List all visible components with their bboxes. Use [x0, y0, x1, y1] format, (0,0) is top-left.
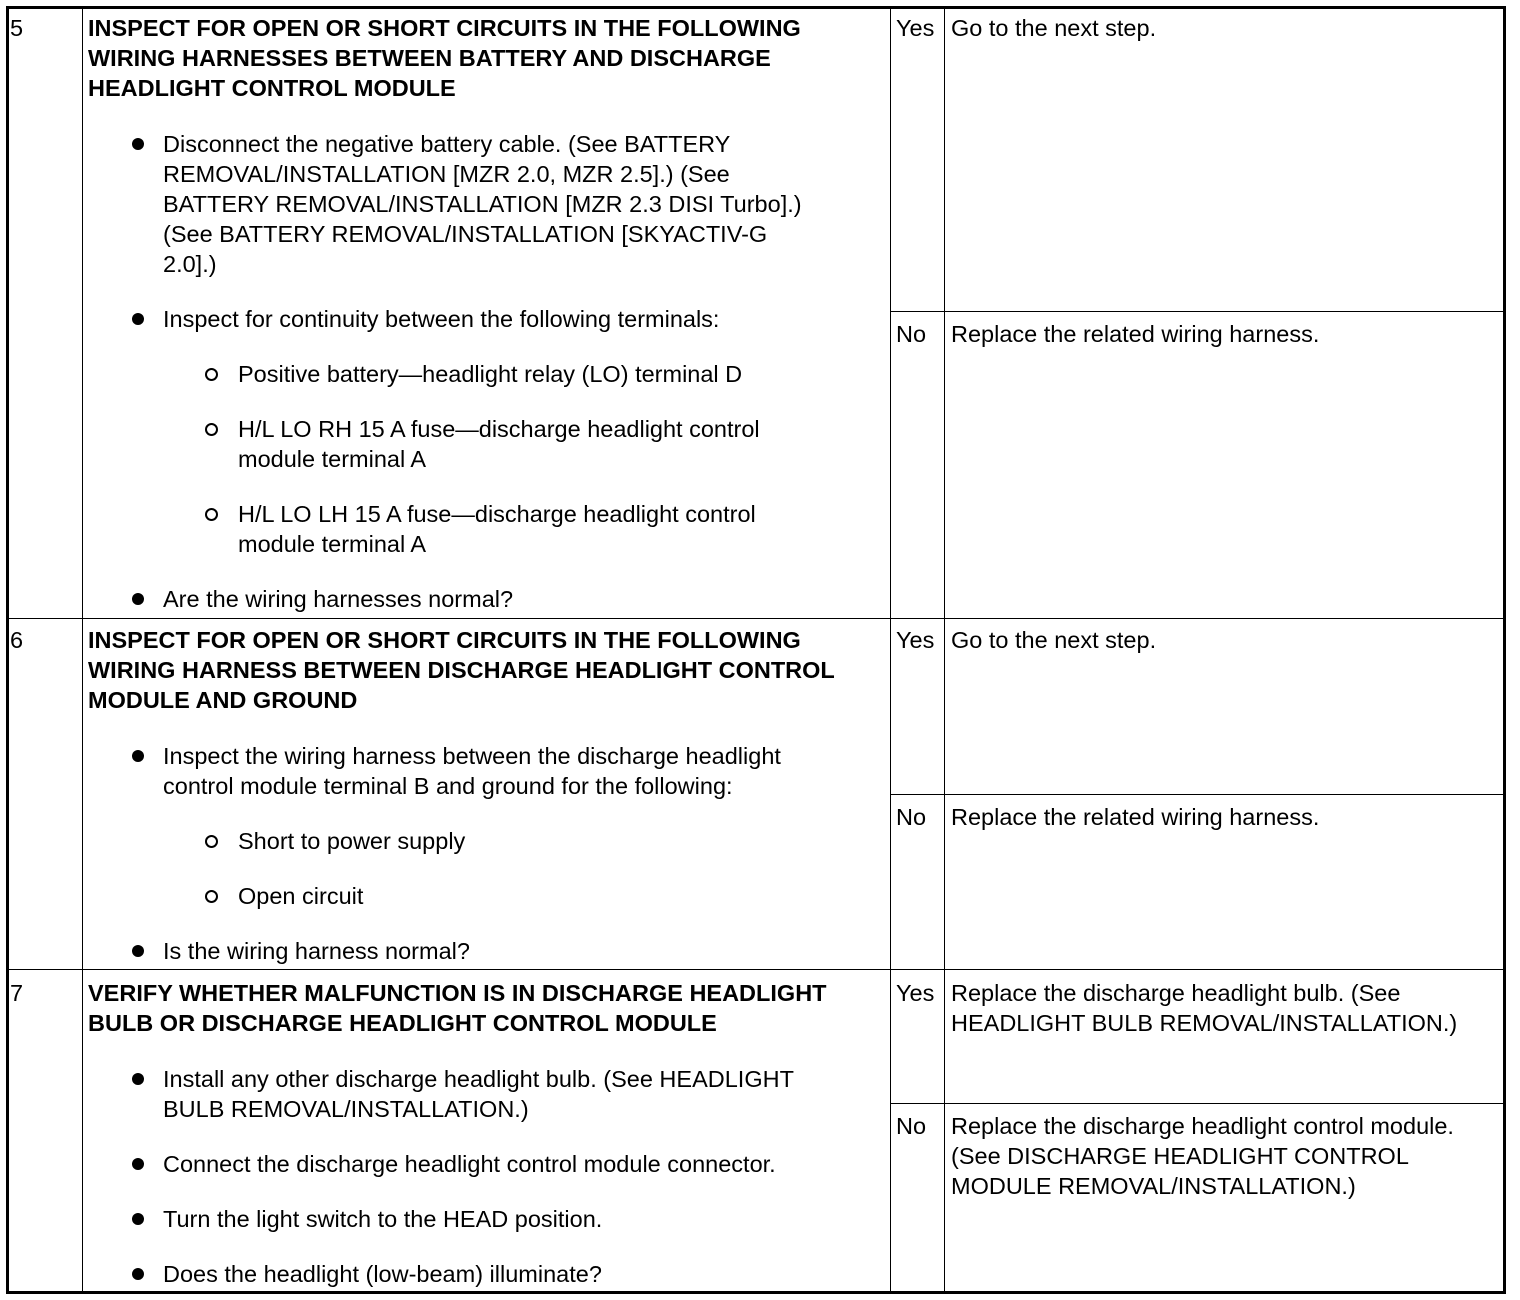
- no-action: Replace the related wiring harness.: [951, 804, 1320, 830]
- no-action: (See DISCHARGE HEADLIGHT CONTROL: [951, 1143, 1409, 1169]
- instruction-text: Install any other discharge headlight bulb. (See HEADLIGHT: [163, 1066, 794, 1092]
- yes-action: HEADLIGHT BULB REMOVAL/INSTALLATION.): [951, 1010, 1458, 1036]
- instruction-text: Inspect for continuity between the following terminals:: [163, 306, 720, 332]
- question-text: Does the headlight (low-beam) illuminate?: [163, 1261, 602, 1287]
- instruction-text: Inspect the wiring harness between the discharge headlight: [163, 743, 781, 769]
- column-divider: [82, 8, 83, 1292]
- instruction-text: control module terminal B and ground for the following:: [163, 773, 733, 799]
- bullet-icon: [132, 138, 144, 150]
- instruction-text: REMOVAL/INSTALLATION [MZR 2.0, MZR 2.5].) (See: [163, 161, 730, 187]
- terminal-text: H/L LO LH 15 A fuse—discharge headlight control: [238, 501, 756, 527]
- step-number: 5: [10, 15, 24, 41]
- yes-action: Replace the discharge headlight bulb. (See: [951, 980, 1401, 1006]
- instruction-text: (See BATTERY REMOVAL/INSTALLATION [SKYACTIV-G: [163, 221, 768, 247]
- bullet-icon: [132, 1213, 144, 1225]
- terminal-text: Positive battery—headlight relay (LO) terminal D: [238, 361, 743, 387]
- yes-action: Go to the next step.: [951, 627, 1157, 653]
- bullet-icon: [132, 1268, 144, 1280]
- yes-label: Yes: [896, 980, 935, 1006]
- no-label: No: [896, 804, 927, 830]
- step-title: INSPECT FOR OPEN OR SHORT CIRCUITS IN THE FOLLOWING: [88, 15, 801, 41]
- step-title: WIRING HARNESSES BETWEEN BATTERY AND DISCHARGE: [88, 45, 771, 71]
- yes-action: Go to the next step.: [951, 15, 1157, 41]
- step-title: WIRING HARNESS BETWEEN DISCHARGE HEADLIGHT CONTROL: [88, 657, 835, 683]
- step-title: INSPECT FOR OPEN OR SHORT CIRCUITS IN THE FOLLOWING: [88, 627, 801, 653]
- instruction-text: Disconnect the negative battery cable. (See BATTERY: [163, 131, 731, 157]
- step-title: HEADLIGHT CONTROL MODULE: [88, 75, 456, 101]
- bullet-icon: [132, 945, 144, 957]
- yes-label: Yes: [896, 15, 935, 41]
- row-divider: [8, 969, 1504, 970]
- terminal-text: module terminal A: [238, 531, 427, 557]
- sub-bullet-icon: [205, 508, 218, 521]
- step-number: 6: [10, 627, 24, 653]
- column-divider: [890, 8, 891, 1292]
- question-text: Is the wiring harness normal?: [163, 938, 470, 964]
- instruction-text: BATTERY REMOVAL/INSTALLATION [MZR 2.3 DISI Turbo].): [163, 191, 802, 217]
- instruction-text: Connect the discharge headlight control module connector.: [163, 1151, 776, 1177]
- sub-bullet-icon: [205, 890, 218, 903]
- no-action: Replace the discharge headlight control module.: [951, 1113, 1454, 1139]
- row-divider: [8, 618, 1504, 619]
- step-number: 7: [10, 980, 24, 1006]
- terminal-text: module terminal A: [238, 446, 427, 472]
- bullet-icon: [132, 750, 144, 762]
- column-divider: [944, 8, 945, 1292]
- bullet-icon: [132, 593, 144, 605]
- yes-label: Yes: [896, 627, 935, 653]
- instruction-text: 2.0].): [163, 251, 217, 277]
- check-item-text: Open circuit: [238, 883, 364, 909]
- step-title: BULB OR DISCHARGE HEADLIGHT CONTROL MODULE: [88, 1010, 717, 1036]
- check-item-text: Short to power supply: [238, 828, 466, 854]
- step-title: VERIFY WHETHER MALFUNCTION IS IN DISCHARGE HEADLIGHT: [88, 980, 827, 1006]
- terminal-text: H/L LO RH 15 A fuse—discharge headlight control: [238, 416, 760, 442]
- bullet-icon: [132, 1073, 144, 1085]
- sub-bullet-icon: [205, 835, 218, 848]
- sub-bullet-icon: [205, 423, 218, 436]
- yes-no-divider: [890, 311, 1504, 312]
- no-action: Replace the related wiring harness.: [951, 321, 1320, 347]
- yes-no-divider: [890, 794, 1504, 795]
- step-title: MODULE AND GROUND: [88, 687, 358, 713]
- no-label: No: [896, 321, 927, 347]
- sub-bullet-icon: [205, 368, 218, 381]
- no-label: No: [896, 1113, 927, 1139]
- instruction-text: Turn the light switch to the HEAD position.: [163, 1206, 603, 1232]
- bullet-icon: [132, 1158, 144, 1170]
- yes-no-divider: [890, 1103, 1504, 1104]
- bullet-icon: [132, 313, 144, 325]
- instruction-text: BULB REMOVAL/INSTALLATION.): [163, 1096, 529, 1122]
- question-text: Are the wiring harnesses normal?: [163, 586, 514, 612]
- no-action: MODULE REMOVAL/INSTALLATION.): [951, 1173, 1356, 1199]
